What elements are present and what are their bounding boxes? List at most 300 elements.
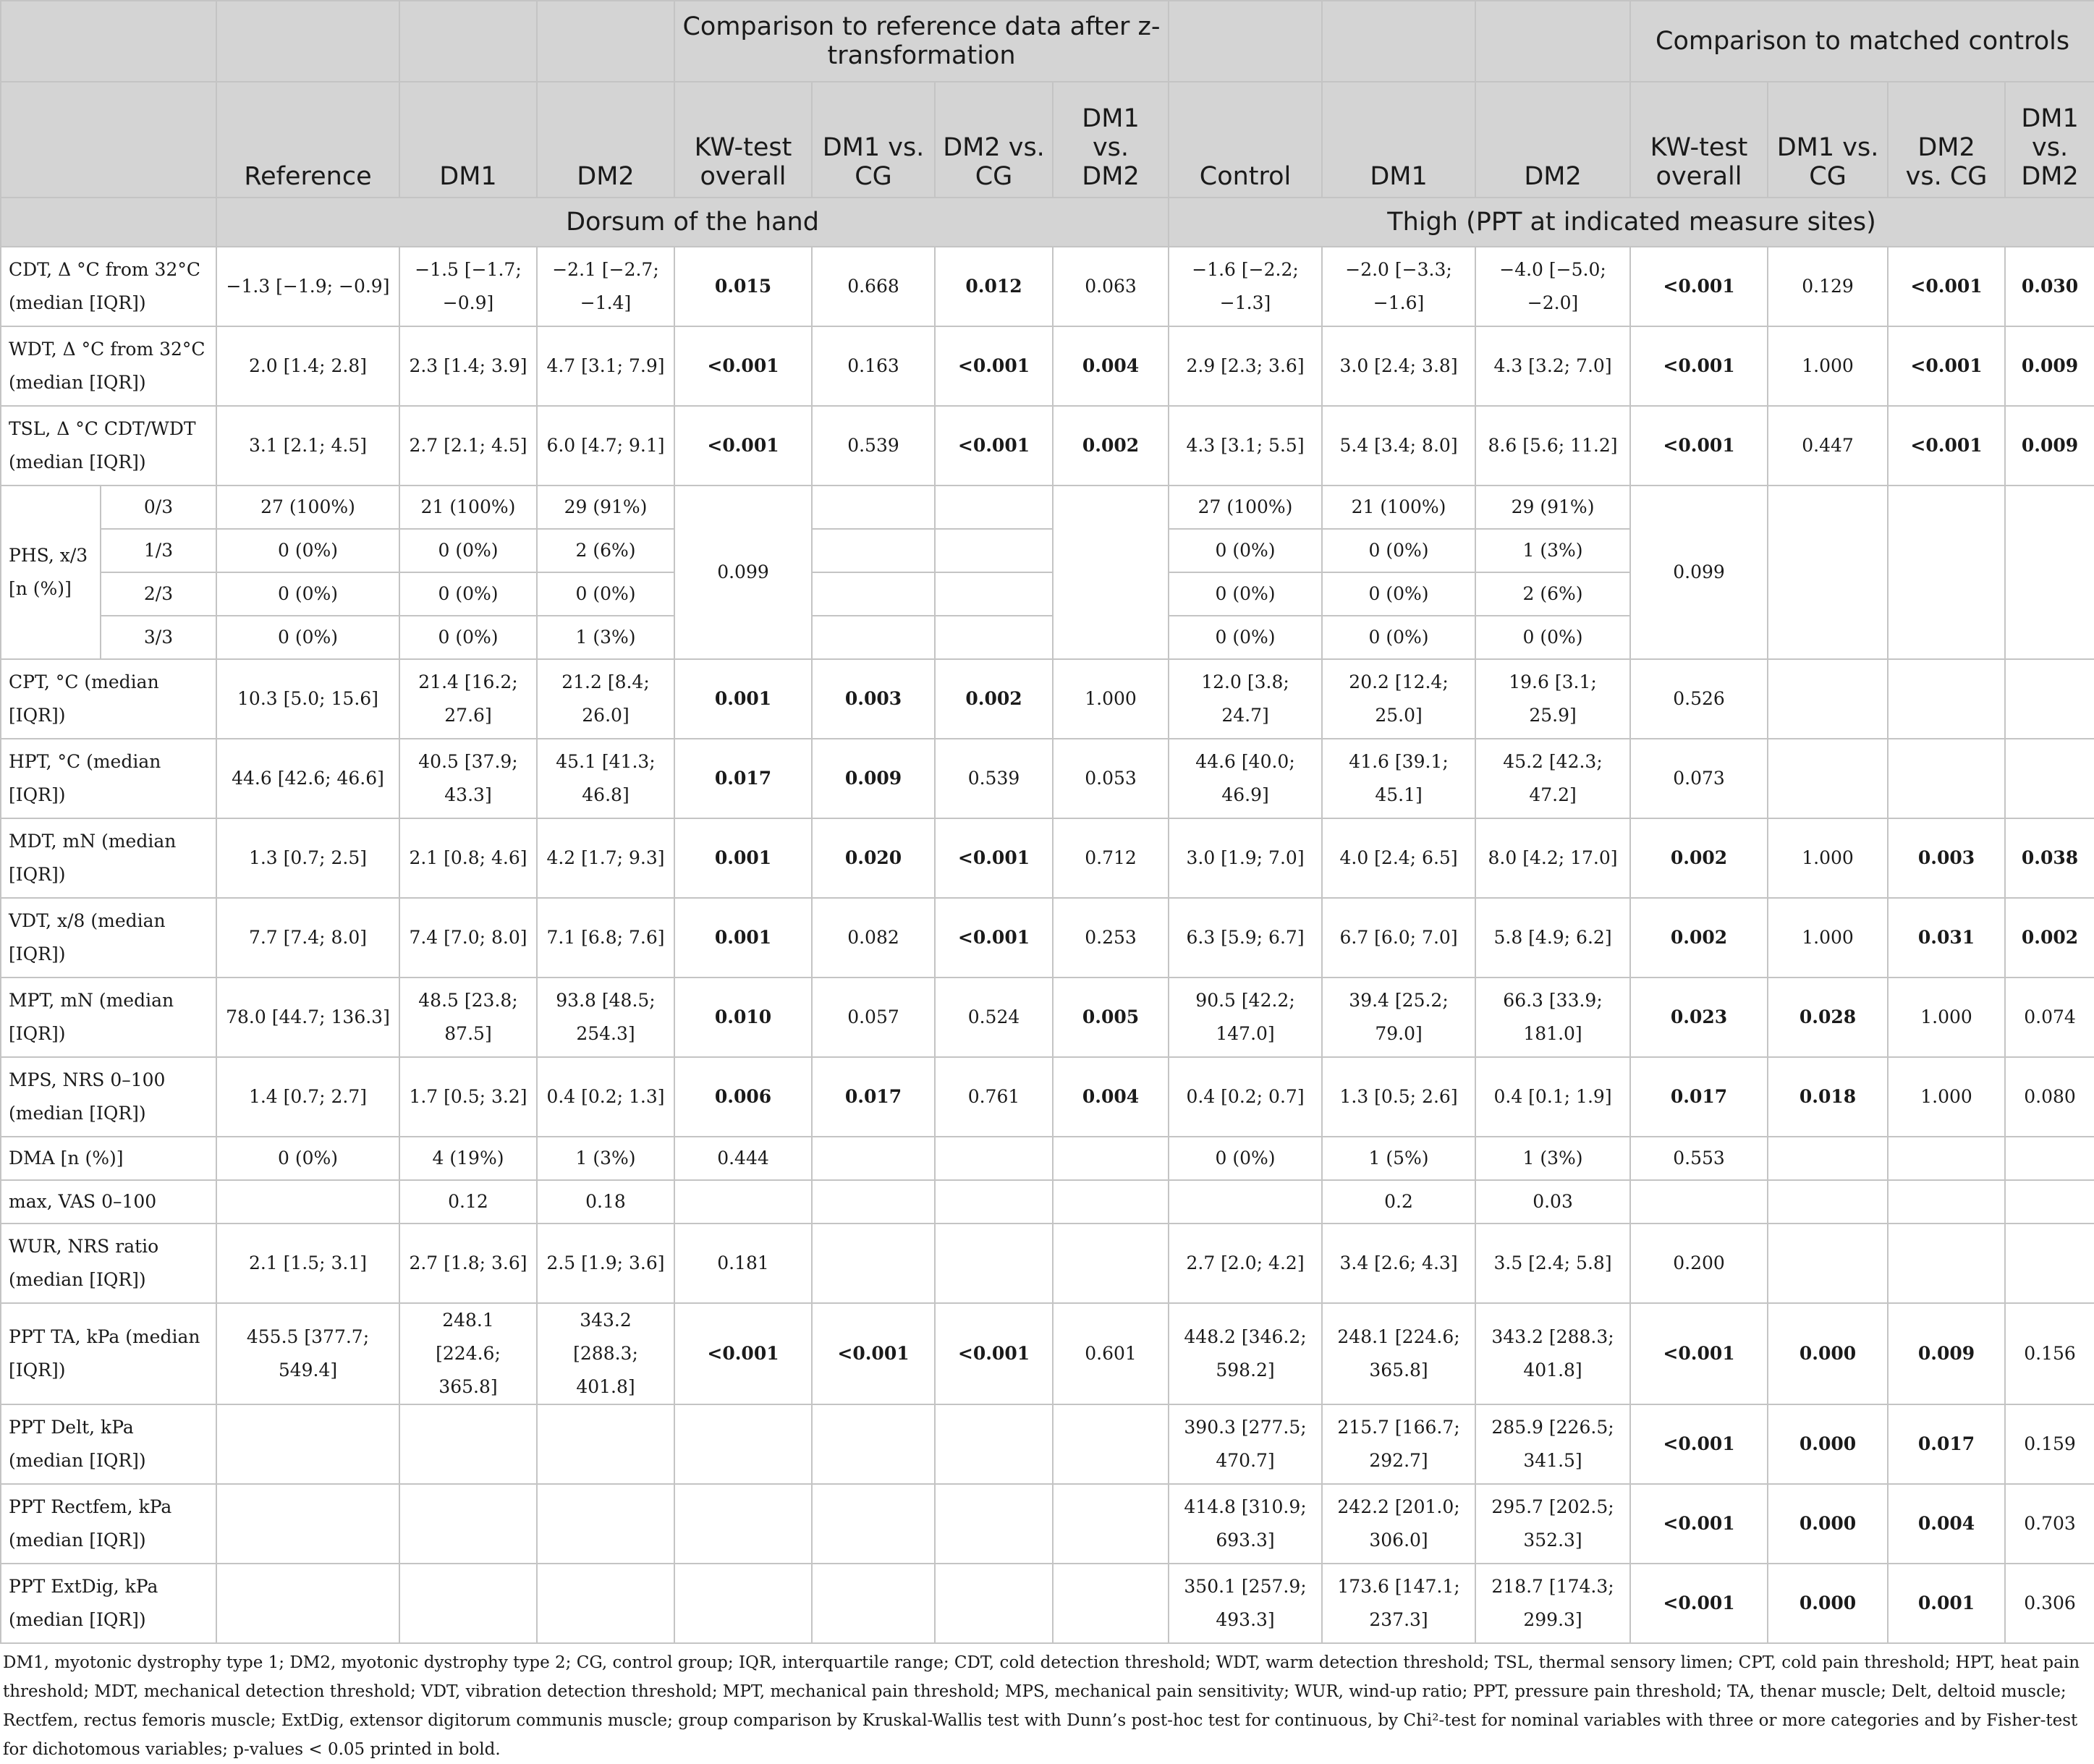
table-cell: 0.001 [1888,1564,2005,1643]
table-cell [1169,1180,1322,1224]
table-cell: 78.0 [44.7; 136.3] [216,978,399,1057]
table-cell: 0.018 [1768,1057,1888,1137]
column-header-left-dm1: DM1 [399,82,537,198]
table-cell: −2.0 [−3.3; −1.6] [1322,247,1475,326]
table-cell: 0.03 [1475,1180,1630,1224]
table-cell: 0.129 [1768,247,1888,326]
table-cell: <0.001 [1630,406,1768,485]
table-cell: 0.080 [2005,1057,2094,1137]
table-cell: <0.001 [674,1303,812,1404]
table-cell: 0.4 [0.2; 1.3] [537,1057,674,1137]
table-footnote: DM1, myotonic dystrophy type 1; DM2, myotonic dystrophy type 2; CG, control group; IQR, interquartile range; CDT, cold detection threshold; WDT, warm detection threshold; TSL, thermal sensory limen; CPT, cold pain threshold; HPT, heat pain threshold; MDT, mechanical detection threshold; VDT, vibration detection threshold; MPT, mechanical pain threshold; MPS, mechanical pain sensitivity; WUR, wind-up ratio; PPT, pressure pain threshold; TA, thenar muscle; Delt, deltoid muscle; Rectfem, rectus femoris muscle; ExtDig, extensor digitorum communis muscle; group comparison by Kruskal-Wallis test with Dunn’s post-hoc test for continuous, by Chi²-test for nominal variables with three or more categories and by Fisher-test for dichotomous variables; p-values < 0.05 printed in bold. [3,1653,2080,1759]
table-row [1,1137,2094,1180]
column-header-right-dm2-vs-cg: DM2 vs. CG [1888,82,2005,198]
table-cell: 0.181 [674,1224,812,1303]
table-cell: 93.8 [48.5; 254.3] [537,978,674,1057]
column-header-right-control: Control [1169,82,1322,198]
table-cell: 1.3 [0.7; 2.5] [216,818,399,898]
row-label: VDT, x/8 (median [IQR]) [1,898,216,978]
table-cell: 0 (0%) [1475,616,1630,659]
table-cell: 0.000 [1768,1404,1888,1484]
table-cell [1053,1484,1169,1564]
table-cell: −1.6 [−2.2; −1.3] [1169,247,1322,326]
table-cell: 1.3 [0.5; 2.6] [1322,1057,1475,1137]
table-cell: −4.0 [−5.0; −2.0] [1475,247,1630,326]
table-cell [399,1404,537,1484]
table-cell: 29 (91%) [1475,485,1630,529]
table-header [1,1,2094,247]
table-cell: 0.009 [1888,1303,2005,1404]
table-cell: 0.200 [1630,1224,1768,1303]
table-row [1,898,2094,978]
table-cell: <0.001 [1630,247,1768,326]
table-cell: 0.057 [812,978,935,1057]
table-cell: 0.447 [1768,406,1888,485]
table-cell [2005,1180,2094,1224]
table-cell: 2 (6%) [537,529,674,572]
row-label: PPT Rectfem, kPa (median [IQR]) [1,1484,216,1564]
table-cell [537,1564,674,1643]
table-cell: 0.030 [2005,247,2094,326]
column-header-right-dm1-vs-cg: DM1 vs. CG [1768,82,1888,198]
table-row [1,485,2094,529]
table-row [1,1404,2094,1484]
table-cell [1768,1137,1888,1180]
table-cell [1053,1564,1169,1643]
table-cell [812,1224,935,1303]
table-cell: 0.017 [1630,1057,1768,1137]
header-blank [1,198,216,247]
table-cell [935,1564,1053,1643]
table-cell [674,1404,812,1484]
table-cell [935,1404,1053,1484]
table-cell: 218.7 [174.3; 299.3] [1475,1564,1630,1643]
table-cell: 0.028 [1768,978,1888,1057]
table-cell: <0.001 [1888,406,2005,485]
table-cell [1888,1180,2005,1224]
row-label: WUR, NRS ratio (median [IQR]) [1,1224,216,1303]
table-cell: 8.0 [4.2; 17.0] [1475,818,1630,898]
table-cell: 5.8 [4.9; 6.2] [1475,898,1630,978]
table-cell [935,529,1053,572]
table-cell: <0.001 [674,326,812,406]
table-cell: 0.063 [1053,247,1169,326]
table-cell: 90.5 [42.2; 147.0] [1169,978,1322,1057]
group-header-controls: Comparison to matched controls [1630,1,2094,82]
table-cell: 0.003 [812,659,935,739]
group-header-reference: Comparison to reference data after z-transformation [674,1,1169,82]
table-cell: 4.0 [2.4; 6.5] [1322,818,1475,898]
table-cell [812,1564,935,1643]
table-cell: 0.001 [674,898,812,978]
header-blank [1475,1,1630,82]
table-cell: 0 (0%) [1322,529,1475,572]
table-cell: 0 (0%) [1169,529,1322,572]
table-cell: 21 (100%) [1322,485,1475,529]
table-cell: 2.1 [1.5; 3.1] [216,1224,399,1303]
table-cell: 0.082 [812,898,935,978]
table-cell [935,1180,1053,1224]
table-cell: 5.4 [3.4; 8.0] [1322,406,1475,485]
table-cell [2005,739,2094,818]
table-cell: 0.253 [1053,898,1169,978]
table-cell: 48.5 [23.8; 87.5] [399,978,537,1057]
table-cell: 0.601 [1053,1303,1169,1404]
table-cell: <0.001 [1630,1484,1768,1564]
column-header-left-dm2: DM2 [537,82,674,198]
table-cell [1768,485,1888,659]
table-cell: 1 (3%) [537,1137,674,1180]
table-cell [812,1137,935,1180]
table-cell: 173.6 [147.1; 237.3] [1322,1564,1475,1643]
table-cell [216,1180,399,1224]
table-cell: 0 (0%) [216,572,399,616]
table-cell: 39.4 [25.2; 79.0] [1322,978,1475,1057]
table-cell: 2.7 [2.0; 4.2] [1169,1224,1322,1303]
table-cell: <0.001 [935,406,1053,485]
table-row [1,739,2094,818]
header-blank [1,1,216,82]
table-cell: 448.2 [346.2; 598.2] [1169,1303,1322,1404]
table-cell: 0.017 [812,1057,935,1137]
table-row [1,1057,2094,1137]
table-cell: 1.000 [1768,898,1888,978]
table-cell [1888,1224,2005,1303]
table-cell: 1 (3%) [1475,529,1630,572]
table-cell: 0.712 [1053,818,1169,898]
table-cell [1768,659,1888,739]
table-cell [812,1180,935,1224]
table-cell: <0.001 [935,818,1053,898]
table-cell: 0 (0%) [1322,616,1475,659]
column-header-right-dm1-vs-dm2: DM1 vs. DM2 [2005,82,2094,198]
header-blank [1322,1,1475,82]
table-cell: 350.1 [257.9; 493.3] [1169,1564,1322,1643]
table-cell: 0.000 [1768,1303,1888,1404]
table-cell: <0.001 [1630,326,1768,406]
table-cell: 8.6 [5.6; 11.2] [1475,406,1630,485]
table-cell: 0.761 [935,1057,1053,1137]
table-cell [935,1137,1053,1180]
table-cell: 0.009 [2005,326,2094,406]
table-cell [812,572,935,616]
table-cell: 21.2 [8.4; 26.0] [537,659,674,739]
table-cell: 0.553 [1630,1137,1768,1180]
table-cell: 0.163 [812,326,935,406]
table-cell [1053,1180,1169,1224]
table-cell [1053,1224,1169,1303]
table-cell: 0.074 [2005,978,2094,1057]
table-cell: 0.017 [674,739,812,818]
sub-row-label: 2/3 [101,572,216,616]
table-cell: 0.020 [812,818,935,898]
table-cell: 1.7 [0.5; 3.2] [399,1057,537,1137]
table-cell: <0.001 [935,898,1053,978]
table-row [1,659,2094,739]
table-cell: 6.7 [6.0; 7.0] [1322,898,1475,978]
table-cell: 0 (0%) [537,572,674,616]
table-cell: 29 (91%) [537,485,674,529]
table-cell: 3.0 [2.4; 3.8] [1322,326,1475,406]
table-cell: <0.001 [674,406,812,485]
row-label: PPT TA, kPa (median [IQR]) [1,1303,216,1404]
table-cell: 6.0 [4.7; 9.1] [537,406,674,485]
table-cell: 1 (5%) [1322,1137,1475,1180]
section-header-hand: Dorsum of the hand [216,198,1169,247]
table-cell: 1 (3%) [1475,1137,1630,1180]
table-cell: 0.053 [1053,739,1169,818]
table-cell: 10.3 [5.0; 15.6] [216,659,399,739]
table-cell: <0.001 [1630,1564,1768,1643]
table-cell: 2.7 [1.8; 3.6] [399,1224,537,1303]
table-cell: 4.2 [1.7; 9.3] [537,818,674,898]
table-cell: 1 (3%) [537,616,674,659]
table-cell: 45.1 [41.3; 46.8] [537,739,674,818]
header-blank [216,1,399,82]
table-cell [935,1224,1053,1303]
table-cell: 0.001 [674,659,812,739]
table-cell: 0.539 [812,406,935,485]
table-row [1,1564,2094,1643]
table-cell [2005,1224,2094,1303]
table-row [1,326,2094,406]
table-cell: 0.12 [399,1180,537,1224]
row-label: HPT, °C (median [IQR]) [1,739,216,818]
table-cell: 21 (100%) [399,485,537,529]
table-cell: 0 (0%) [216,616,399,659]
row-label: MPT, mN (median [IQR]) [1,978,216,1057]
table-cell: 0.002 [935,659,1053,739]
row-label: CPT, °C (median [IQR]) [1,659,216,739]
table-cell: 0.000 [1768,1484,1888,1564]
table-cell [537,1404,674,1484]
table-cell: 0.703 [2005,1484,2094,1564]
column-header-right-dm2: DM2 [1475,82,1630,198]
column-header-left-kw-test: KW-test overall [674,82,812,198]
table-cell: 3.4 [2.6; 4.3] [1322,1224,1475,1303]
table-cell: 0.099 [1630,485,1768,659]
table-row [1,1303,2094,1404]
table-cell: <0.001 [1888,326,2005,406]
table-cell: 45.2 [42.3; 47.2] [1475,739,1630,818]
table-cell: 6.3 [5.9; 6.7] [1169,898,1322,978]
table-cell: 390.3 [277.5; 470.7] [1169,1404,1322,1484]
table-cell [2005,1137,2094,1180]
row-label: WDT, Δ °C from 32°C (median [IQR]) [1,326,216,406]
table-cell: 3.1 [2.1; 4.5] [216,406,399,485]
sub-row-label: 3/3 [101,616,216,659]
header-blank [1169,1,1322,82]
row-label: MPS, NRS 0–100 (median [IQR]) [1,1057,216,1137]
table-cell: 414.8 [310.9; 693.3] [1169,1484,1322,1564]
table-cell [1768,739,1888,818]
table-cell: 455.5 [377.7; 549.4] [216,1303,399,1404]
table-cell: 0 (0%) [1169,616,1322,659]
column-header-left-dm2-vs-cg: DM2 vs. CG [935,82,1053,198]
table-cell: 0.4 [0.2; 0.7] [1169,1057,1322,1137]
table-row [1,1180,2094,1224]
table-cell: 2.3 [1.4; 3.9] [399,326,537,406]
table-cell: 0.006 [674,1057,812,1137]
table-cell: 0 (0%) [1322,572,1475,616]
column-header-left-dm1-vs-cg: DM1 vs. CG [812,82,935,198]
table-cell [1888,739,2005,818]
table-cell [812,529,935,572]
column-header-right-dm1: DM1 [1322,82,1475,198]
table-cell [1768,1180,1888,1224]
row-label: DMA [n (%)] [1,1137,216,1180]
table-cell: 2.0 [1.4; 2.8] [216,326,399,406]
table-cell: 4 (19%) [399,1137,537,1180]
table-cell: 0.031 [1888,898,2005,978]
column-header-left-reference: Reference [216,82,399,198]
column-header-right-kw-test: KW-test overall [1630,82,1768,198]
table-cell: 0.444 [674,1137,812,1180]
table-cell: 0.306 [2005,1564,2094,1643]
table-cell: 285.9 [226.5; 341.5] [1475,1404,1630,1484]
table-cell: 2.1 [0.8; 4.6] [399,818,537,898]
table-cell: <0.001 [1630,1404,1768,1484]
table-row [1,406,2094,485]
table-cell [216,1484,399,1564]
table-cell: 0 (0%) [399,616,537,659]
row-label: PPT ExtDig, kPa (median [IQR]) [1,1564,216,1643]
table-cell: 4.3 [3.1; 5.5] [1169,406,1322,485]
table-cell: 0.099 [674,485,812,659]
column-header-left-dm1-vs-dm2: DM1 vs. DM2 [1053,82,1169,198]
table-cell: 0.4 [0.1; 1.9] [1475,1057,1630,1137]
table-cell: 27 (100%) [216,485,399,529]
table-cell: 2.7 [2.1; 4.5] [399,406,537,485]
table-cell: 1.000 [1888,978,2005,1057]
header-blank [1,82,216,198]
table-cell: 0.009 [2005,406,2094,485]
row-label: CDT, Δ °C from 32°C (median [IQR]) [1,247,216,326]
table-cell: 0.003 [1888,818,2005,898]
table-cell: 0.073 [1630,739,1768,818]
table-cell: −2.1 [−2.7; −1.4] [537,247,674,326]
table-cell [1053,1137,1169,1180]
table-cell [216,1564,399,1643]
table-cell: 0.005 [1053,978,1169,1057]
table-cell [674,1180,812,1224]
header-blank [537,1,674,82]
table-cell: 0.156 [2005,1303,2094,1404]
table-row [1,1224,2094,1303]
table-cell: 7.7 [7.4; 8.0] [216,898,399,978]
table-cell: 2.5 [1.9; 3.6] [537,1224,674,1303]
table-cell: 1.000 [1888,1057,2005,1137]
table-cell [812,1484,935,1564]
table-cell [1888,1137,2005,1180]
table-cell: 27 (100%) [1169,485,1322,529]
table-cell: 248.1 [224.6; 365.8] [1322,1303,1475,1404]
table-cell: 7.1 [6.8; 7.6] [537,898,674,978]
table-cell: <0.001 [935,1303,1053,1404]
table-cell: 248.1 [224.6; 365.8] [399,1303,537,1404]
table-cell: 0.017 [1888,1404,2005,1484]
table-cell: 2.9 [2.3; 3.6] [1169,326,1322,406]
table-cell: 0.023 [1630,978,1768,1057]
table-cell: 0 (0%) [216,529,399,572]
table-cell: 3.5 [2.4; 5.8] [1475,1224,1630,1303]
table-cell: 0.2 [1322,1180,1475,1224]
table-cell [935,485,1053,529]
table-cell: 4.7 [3.1; 7.9] [537,326,674,406]
table-cell [674,1564,812,1643]
table-cell: 0.004 [1888,1484,2005,1564]
table-cell: 0.012 [935,247,1053,326]
row-label: MDT, mN (median [IQR]) [1,818,216,898]
table-cell [537,1484,674,1564]
table-cell: 343.2 [288.3; 401.8] [537,1303,674,1404]
table-cell: 295.7 [202.5; 352.3] [1475,1484,1630,1564]
table-cell [2005,485,2094,659]
table-cell: 0.18 [537,1180,674,1224]
table-cell [674,1484,812,1564]
table-cell: 44.6 [40.0; 46.9] [1169,739,1322,818]
table-cell: 1.000 [1053,659,1169,739]
table-cell [1768,1224,1888,1303]
table-cell: 0.004 [1053,1057,1169,1137]
table-cell [1888,659,2005,739]
table-cell [399,1484,537,1564]
row-label: PHS, x/3 [n (%)] [1,485,101,659]
table-cell: 0.000 [1768,1564,1888,1643]
table-cell: 0 (0%) [399,572,537,616]
table-row [1,247,2094,326]
table-cell: −1.5 [−1.7; −0.9] [399,247,537,326]
table-cell: 0.004 [1053,326,1169,406]
table-cell: 19.6 [3.1; 25.9] [1475,659,1630,739]
table-cell: <0.001 [812,1303,935,1404]
row-label: TSL, Δ °C CDT/WDT (median [IQR]) [1,406,216,485]
table-cell: 2 (6%) [1475,572,1630,616]
table-cell [216,1404,399,1484]
table-cell: 0.159 [2005,1404,2094,1484]
row-label: PPT Delt, kPa (median [IQR]) [1,1404,216,1484]
table-cell: 4.3 [3.2; 7.0] [1475,326,1630,406]
table-cell: 0.668 [812,247,935,326]
table-cell: 0 (0%) [1169,1137,1322,1180]
table-cell [812,616,935,659]
table-cell: 0.002 [1053,406,1169,485]
table-cell: 0.539 [935,739,1053,818]
header-blank [399,1,537,82]
table-cell: 20.2 [12.4; 25.0] [1322,659,1475,739]
table-cell: 0.002 [1630,898,1768,978]
table-row [1,978,2094,1057]
table-row [1,818,2094,898]
sub-row-label: 1/3 [101,529,216,572]
table-cell [1888,485,2005,659]
table-cell: 44.6 [42.6; 46.6] [216,739,399,818]
table-cell: 0.526 [1630,659,1768,739]
table-cell: −1.3 [−1.9; −0.9] [216,247,399,326]
table-body [1,247,2094,1643]
table-cell: 215.7 [166.7; 292.7] [1322,1404,1475,1484]
table-cell: 40.5 [37.9; 43.3] [399,739,537,818]
table-cell: 242.2 [201.0; 306.0] [1322,1484,1475,1564]
table-cell: 0.001 [674,818,812,898]
section-header-thigh: Thigh (PPT at indicated measure sites) [1169,198,2094,247]
table-cell: 0.010 [674,978,812,1057]
table-cell: 21.4 [16.2; 27.6] [399,659,537,739]
table-cell: 3.0 [1.9; 7.0] [1169,818,1322,898]
table-cell: 0 (0%) [1169,572,1322,616]
row-label: max, VAS 0–100 [1,1180,216,1224]
table-cell [1053,485,1169,659]
